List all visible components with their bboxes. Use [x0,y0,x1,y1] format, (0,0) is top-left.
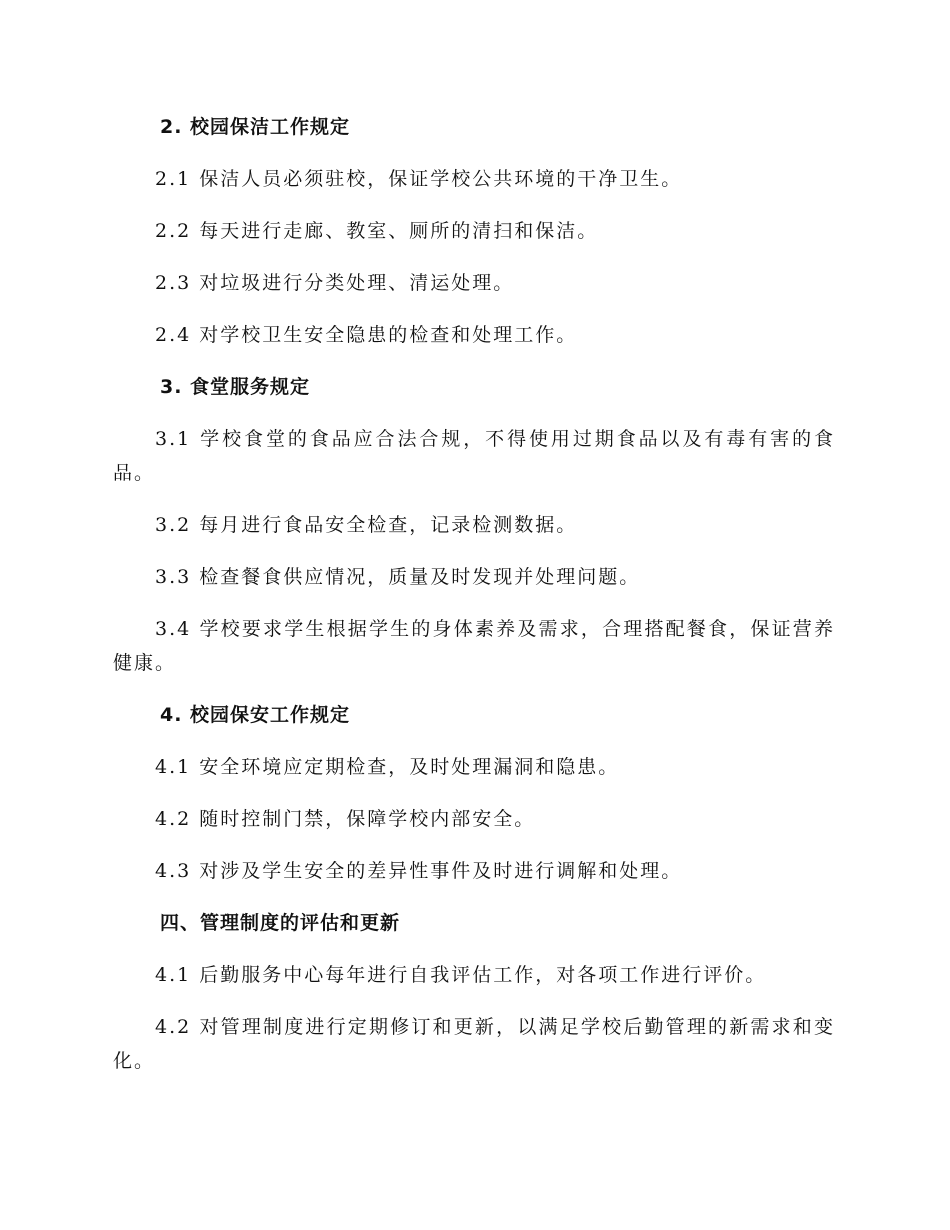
clause-eval-4-2: 4.2 对管理制度进行定期修订和更新，以满足学校后勤管理的新需求和变化。 [113,1016,835,1072]
clause-3-1: 3.1 学校食堂的食品应合法合规，不得使用过期食品以及有毒有害的食品。 [113,428,835,484]
clause-2-3: 2.3 对垃圾进行分类处理、清运处理。 [155,272,515,294]
clause-3-4: 3.4 学校要求学生根据学生的身体素养及需求，合理搭配餐食，保证营养健康。 [113,618,835,674]
clause-4-2: 4.2 随时控制门禁，保障学校内部安全。 [155,808,536,830]
clause-3-3: 3.3 检查餐食供应情况，质量及时发现并处理问题。 [155,566,641,588]
section-heading-canteen: 3. 食堂服务规定 [160,376,311,398]
clause-2-2: 2.2 每天进行走廊、教室、厕所的清扫和保洁。 [155,220,599,242]
clause-2-1: 2.1 保洁人员必须驻校，保证学校公共环境的干净卫生。 [155,168,683,190]
clause-eval-4-1: 4.1 后勤服务中心每年进行自我评估工作，对各项工作进行评价。 [155,964,767,986]
clause-3-2: 3.2 每月进行食品安全检查，记录检测数据。 [155,514,578,536]
section-heading-security: 4. 校园保安工作规定 [160,704,351,726]
section-heading-cleaning: 2. 校园保洁工作规定 [160,116,351,138]
clause-2-4: 2.4 对学校卫生安全隐患的检查和处理工作。 [155,324,578,346]
document-body [113,110,835,1096]
clause-4-3: 4.3 对涉及学生安全的差异性事件及时进行调解和处理。 [155,860,683,882]
section-heading-evaluation: 四、管理制度的评估和更新 [160,912,401,934]
clause-4-1: 4.1 安全环境应定期检查，及时处理漏洞和隐患。 [155,756,620,778]
